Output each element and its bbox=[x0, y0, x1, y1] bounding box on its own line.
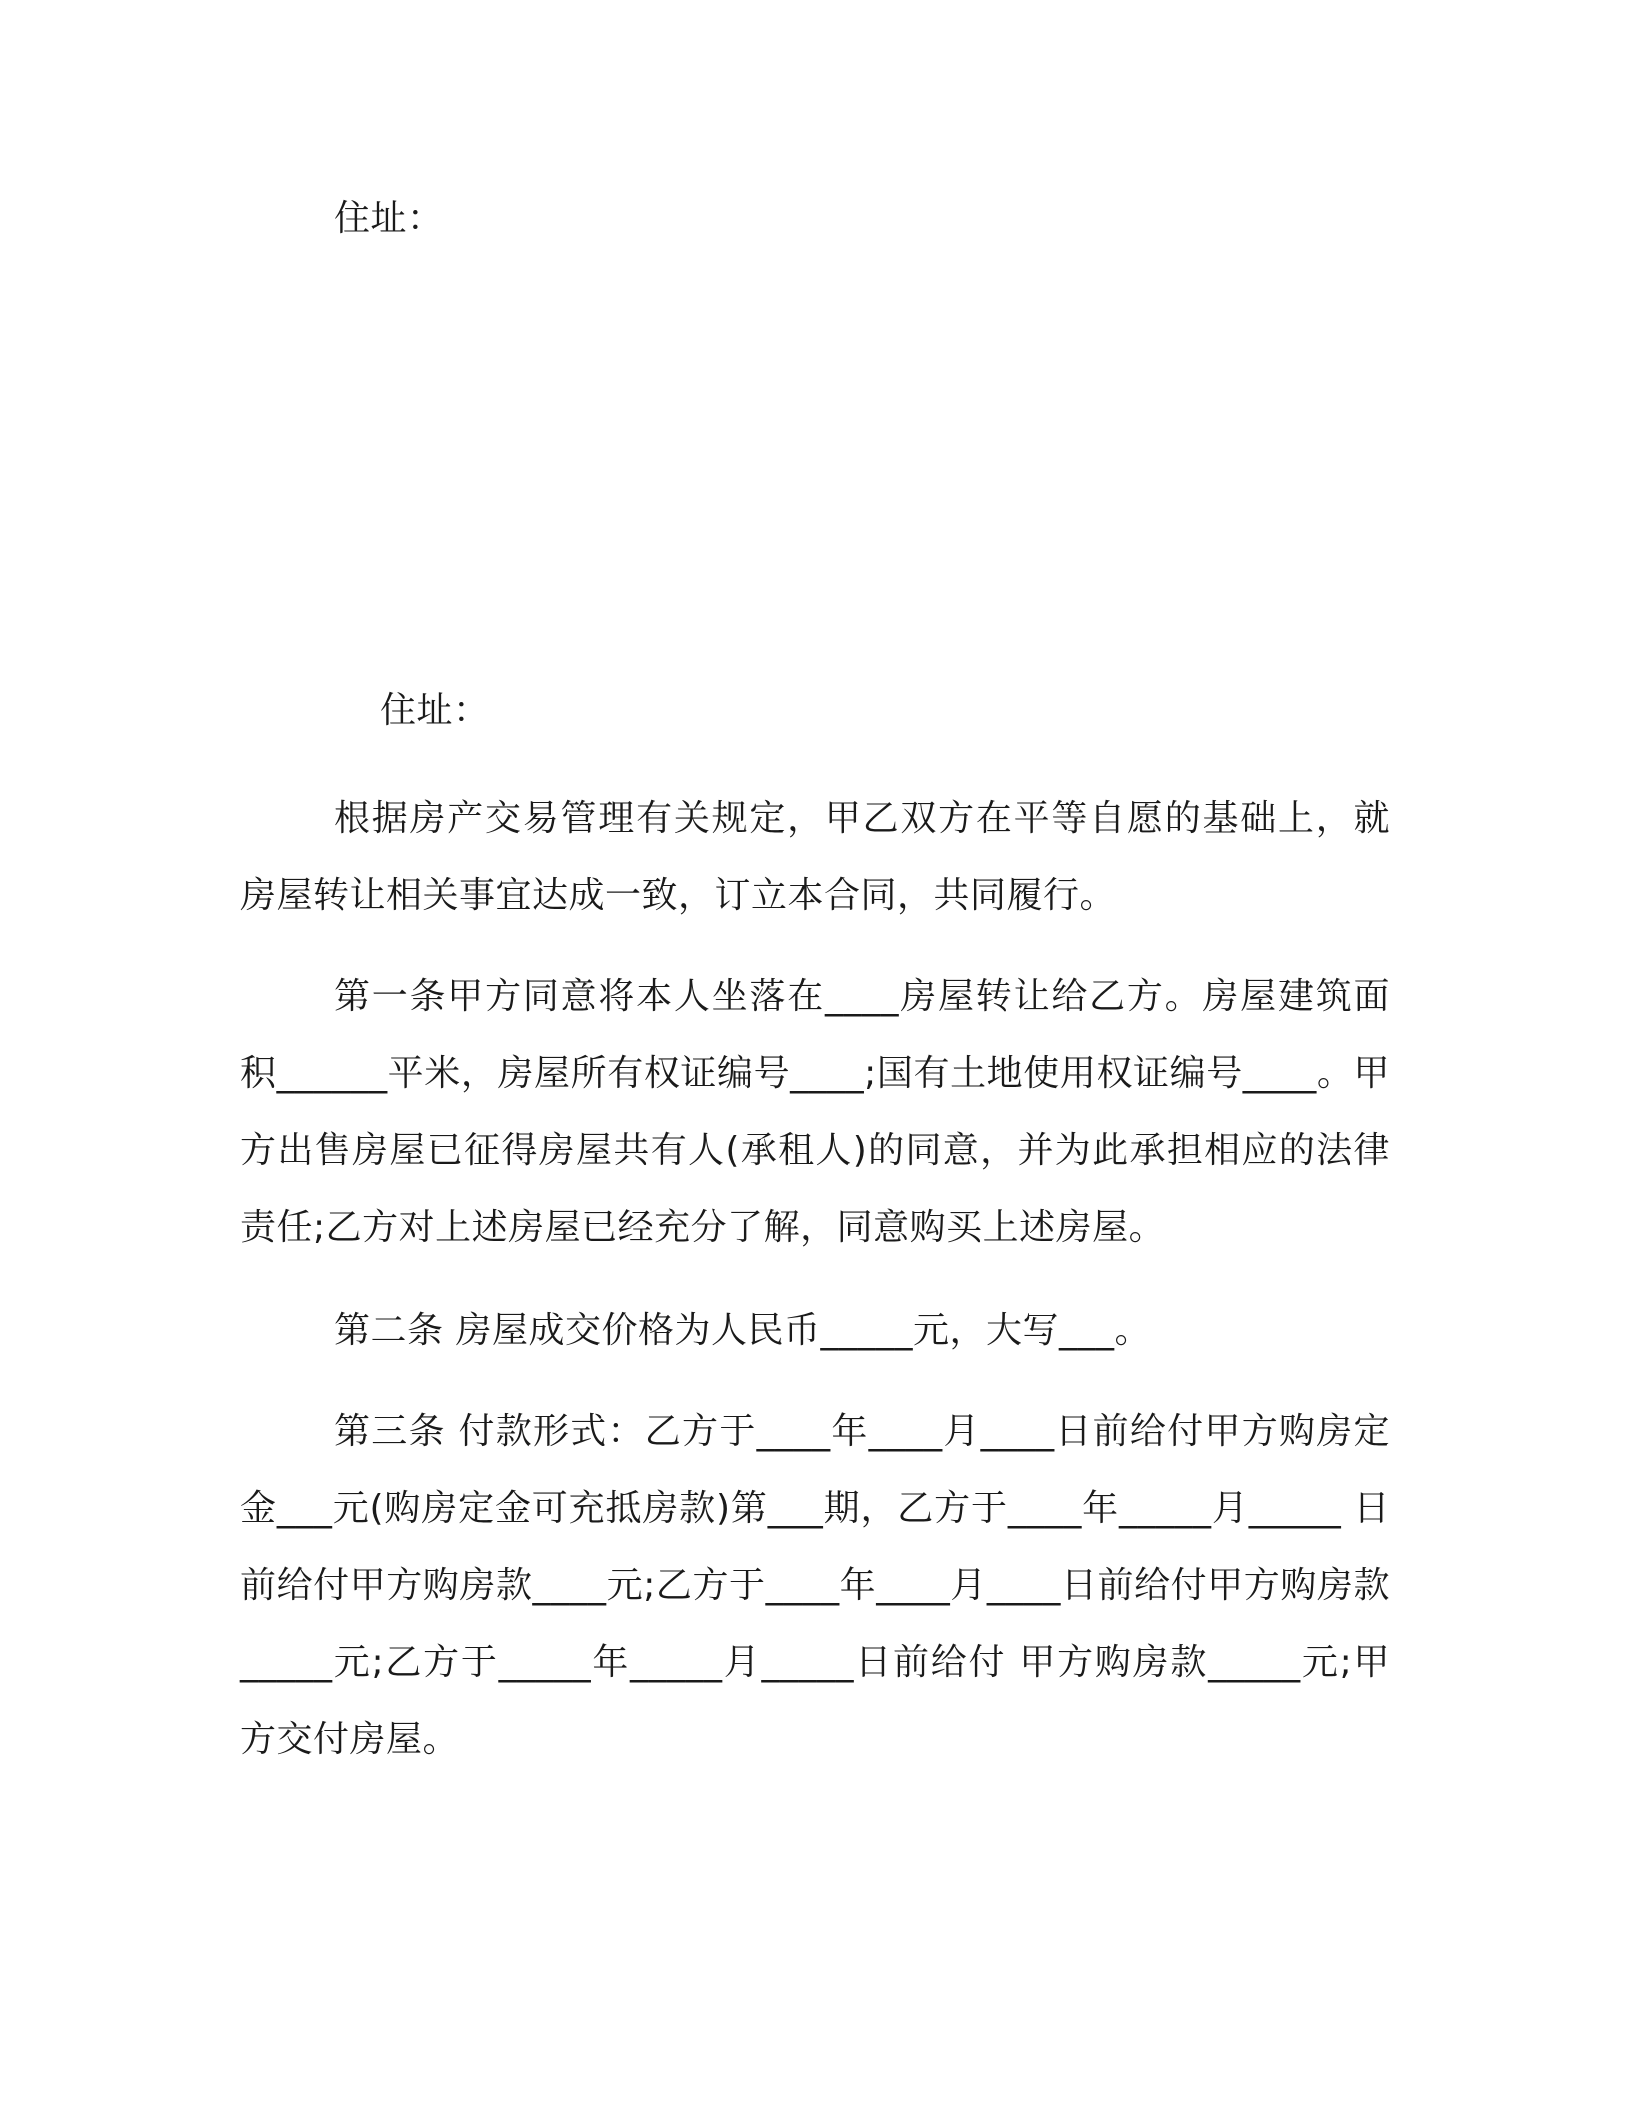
address-label: 住址： bbox=[380, 690, 490, 731]
preamble-paragraph: 根据房产交易管理有关规定，甲乙双方在平等自愿的基础上，就房屋转让相关事宜达成一致，订立本合同，共同履行。 bbox=[240, 798, 1390, 916]
article-2-paragraph: 第二条 房屋成交价格为人民币_____元，大写___。 bbox=[334, 1310, 1151, 1351]
article-3-paragraph: 第三条 付款形式：乙方于____年____月____日前给付甲方购房定金___元(购房定金可充抵房款)第___期，乙方于____年_____月_____ 日前给付甲方购房款____元;乙方于____年____月____日前给付甲方购房款_____元;乙方于_____年_____月_____日前给付 甲方购房款_____元;甲方交付房屋。 bbox=[240, 1411, 1390, 1760]
address-label: 住址： bbox=[334, 198, 444, 239]
article-1-paragraph: 第一条甲方同意将本人坐落在____房屋转让给乙方。房屋建筑面积______平米，房屋所有权证编号____;国有土地使用权证编号____。甲方出售房屋已征得房屋共有人(承租人)的同意，并为此承担相应的法律责任;乙方对上述房屋已经充分了解，同意购买上述房屋。 bbox=[240, 976, 1390, 1248]
